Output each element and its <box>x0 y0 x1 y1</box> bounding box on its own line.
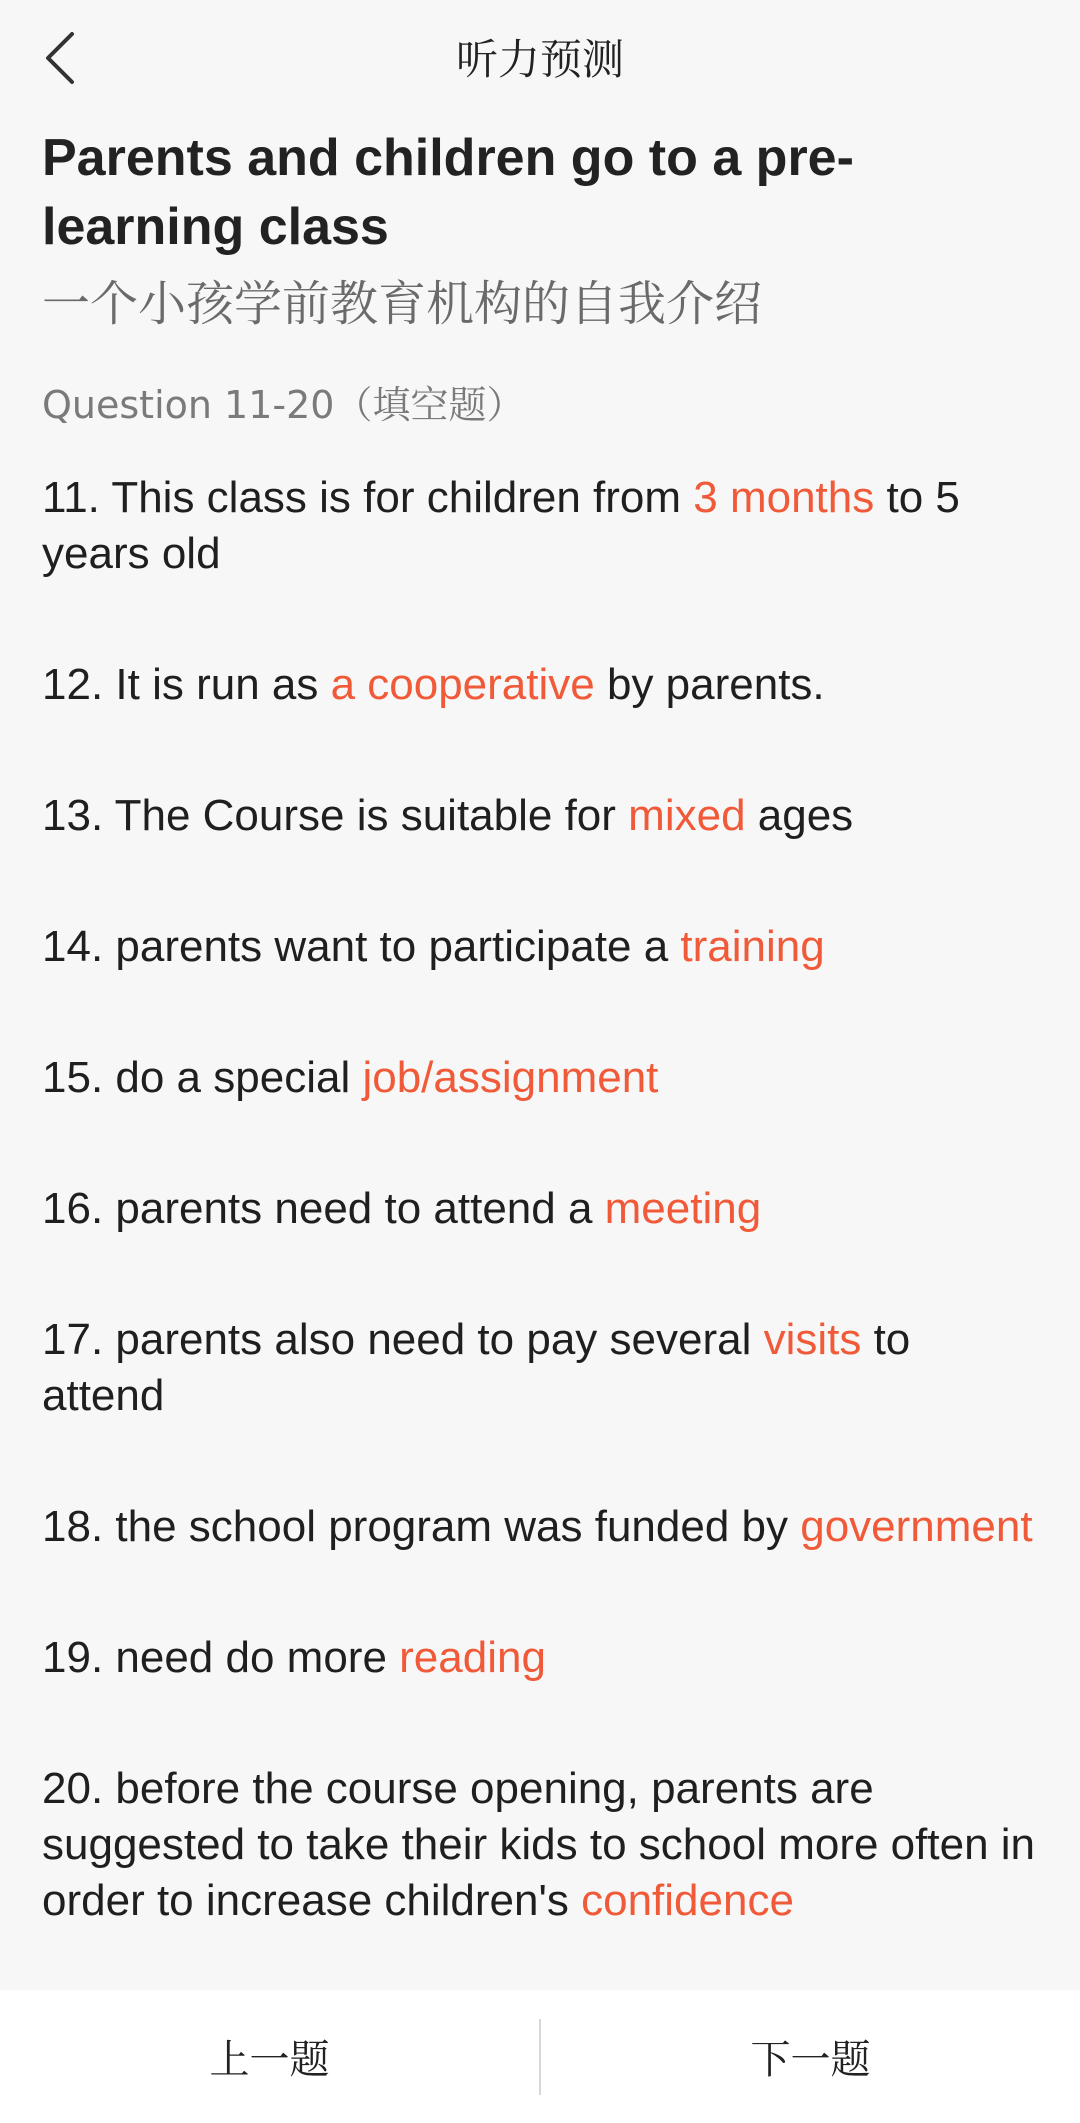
question-text: 18. the school program was funded by <box>42 1502 801 1551</box>
question-text: 12. It is run as <box>42 660 331 709</box>
question-answer: a cooperative <box>330 660 595 709</box>
question-text: 14. parents want to participate a <box>42 922 681 971</box>
question-text-after: to attend <box>42 1315 911 1420</box>
question-item <box>42 657 1042 713</box>
bottom-nav-bar <box>0 1990 1080 2123</box>
question-item <box>42 1761 1042 1929</box>
article <box>42 124 1042 2004</box>
page-title: 听力预测 <box>455 35 624 84</box>
question-item <box>42 1312 1042 1424</box>
article-title: Parents and children go to a pre-learning class <box>42 129 854 256</box>
question-text-after: by parents. <box>594 660 825 709</box>
question-range: Question 11-20（填空题） <box>42 383 525 427</box>
question-text: 11. This class is for children from <box>42 473 694 522</box>
question-item <box>42 1499 1042 1555</box>
question-item <box>42 1181 1042 1237</box>
question-text: 17. parents also need to pay several <box>42 1315 764 1364</box>
question-item <box>42 919 1042 975</box>
question-item <box>42 1630 1042 1686</box>
prev-question-button[interactable]: 上一题 <box>0 1990 539 2123</box>
question-item <box>42 470 1042 582</box>
question-answer: job/assignment <box>362 1053 659 1102</box>
question-answer: confidence <box>581 1876 794 1925</box>
question-text: 16. parents need to attend a <box>42 1184 605 1233</box>
question-text: 19. need do more <box>42 1633 400 1682</box>
question-answer: visits <box>763 1315 862 1364</box>
article-subtitle: 一个小孩学前教育机构的自我介绍 <box>42 276 763 332</box>
header <box>0 0 1080 124</box>
question-answer: reading <box>399 1633 546 1682</box>
question-list <box>42 470 1042 1929</box>
question-answer: 3 months <box>693 473 875 522</box>
question-answer: meeting <box>604 1184 762 1233</box>
question-answer: training <box>680 922 825 971</box>
question-answer: mixed <box>628 791 746 840</box>
question-text: 13. The Course is suitable for <box>42 791 629 840</box>
question-text-after: ages <box>745 791 854 840</box>
question-item <box>42 788 1042 844</box>
question-answer: government <box>800 1502 1033 1551</box>
question-text: 20. before the course opening, parents are suggested to take their kids to school more often in order to increase children's <box>42 1764 1036 1925</box>
question-text: 15. do a special <box>42 1053 363 1102</box>
next-question-button[interactable]: 下一题 <box>541 1990 1080 2123</box>
question-text-after: to 5 years old <box>42 473 960 578</box>
question-item <box>42 1050 1042 1106</box>
